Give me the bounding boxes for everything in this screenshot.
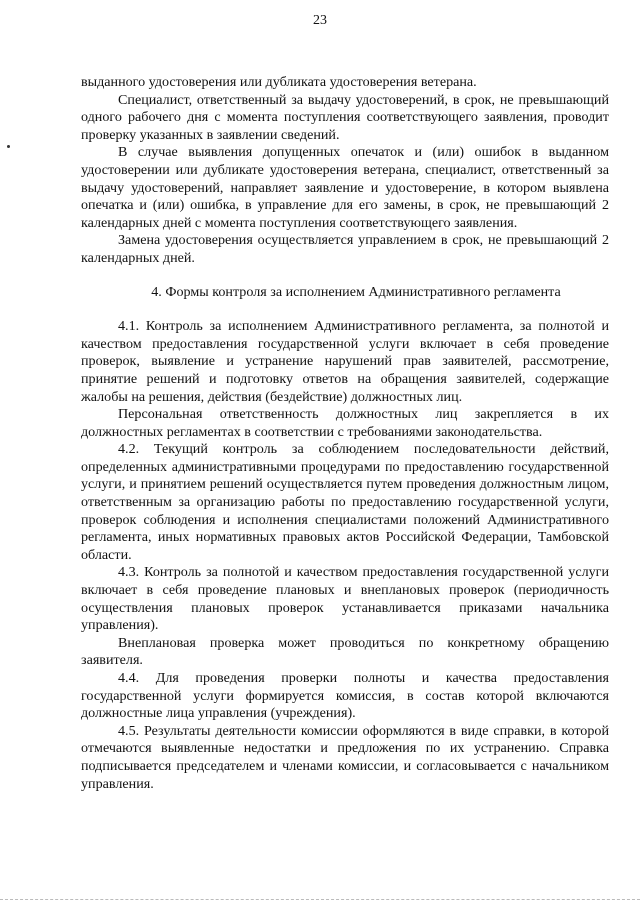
paragraph-specialist-check: Специалист, ответственный за выдачу удостоверений, в срок, не превышающий одного рабочего дня с момента поступления соответствующего заявления, проводит проверку указанных в заявлении сведений.: [81, 91, 609, 143]
margin-dot-mark: [7, 145, 10, 148]
section-heading: 4. Формы контроля за исполнением Административного регламента: [151, 283, 561, 300]
document-body: [81, 74, 609, 793]
scan-bottom-edge: [0, 899, 640, 901]
paragraph-typo-correction: В случае выявления допущенных опечаток и (или) ошибок в выданном удостоверении или дубликате удостоверения ветерана, специалист, ответственный за выдачу удостоверений, направляет заявление и удостоверение, в котором выявлена опечатка и (или) ошибка, в управление для его замены, в срок, не превышающий 2 календарных дней с момента поступления соответствующего заявления.: [81, 144, 609, 231]
paragraph-4-5: 4.5. Результаты деятельности комиссии оформляются в виде справки, в которой отмечаются выявленные недостатки и предложения по их устранению. Справка подписывается председателем и членами комиссии, и согласовывается с начальником управления.: [81, 722, 609, 792]
paragraph-4-1: 4.1. Контроль за исполнением Административного регламента, за полнотой и качеством предоставления государственной услуги включает в себя проведение проверок, выявление и устранение нарушений прав заявителей, рассмотрение, принятие решений и подготовку ответов на обращения заявителей, содержащие жалобы на решения, действия (бездействие) должностных лиц.: [81, 318, 609, 405]
paragraph-replacement: Замена удостоверения осуществляется управлением в срок, не превышающий 2 календарных дней.: [81, 232, 609, 266]
paragraph-4-4: 4.4. Для проведения проверки полноты и качества предоставления государственной услуги формируется комиссия, в состав которой включаются должностные лица управления (учреждения).: [81, 670, 609, 722]
paragraph-4-2: 4.2. Текущий контроль за соблюдением последовательности действий, определенных административными процедурами по предоставлению государственной услуги, и принятием решений осуществляется путем проведения должностным лицом, ответственным за организацию работы по предоставлению государственной услуги, проверок соблюдения и исполнения специалистами положений Административного регламента, иных нормативных правовых актов Российской Федерации, Тамбовской области.: [81, 441, 609, 563]
paragraph-unscheduled-check: Внеплановая проверка может проводиться по конкретному обращению заявителя.: [81, 634, 609, 669]
paragraph-personal-responsibility: Персональная ответственность должностных лиц закрепляется в их должностных регламентах в соответствии с требованиями законодательства.: [81, 406, 609, 440]
paragraph-4-3: 4.3. Контроль за полнотой и качеством предоставления государственной услуги включает в себя проведение плановых и внеплановых проверок (периодичность осуществления плановых проверок устанавливается приказами начальника управления).: [81, 564, 609, 634]
page-number: 23: [313, 13, 327, 28]
paragraph-continuation: выданного удостоверения или дубликата удостоверения ветерана.: [81, 74, 477, 90]
